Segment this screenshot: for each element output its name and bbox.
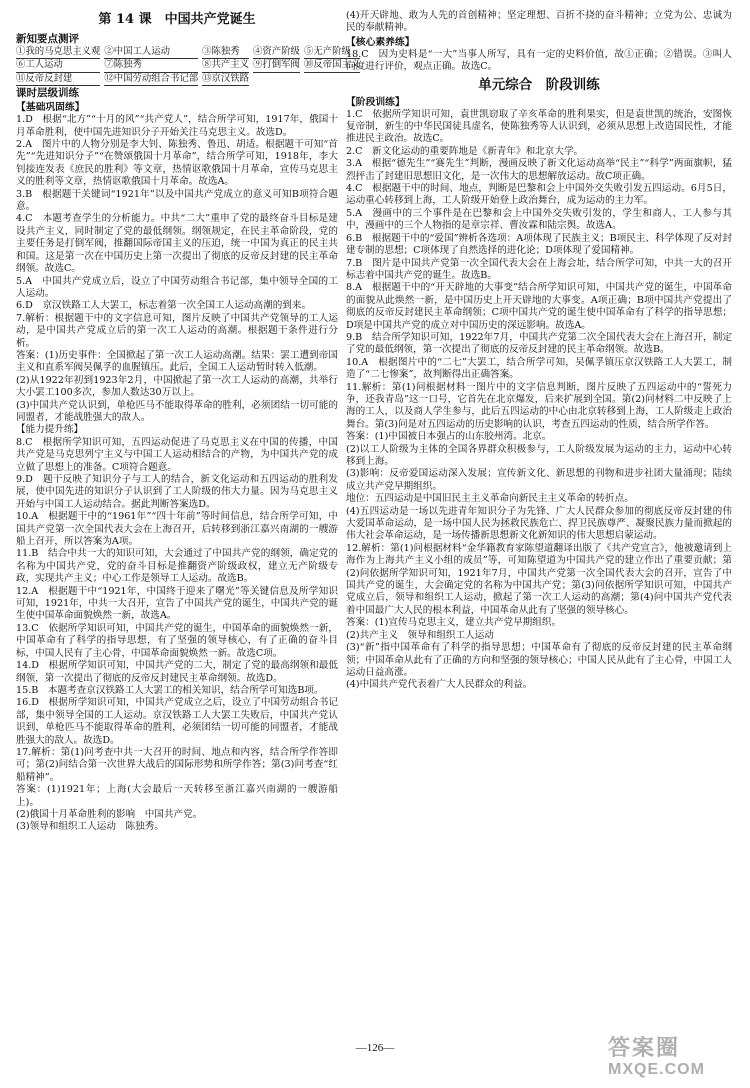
answer-paragraph: 2.C 新文化运动的重要阵地是《新青年》和北京大学。 [346, 145, 584, 157]
practice-label: 课时层级训练 [16, 87, 79, 100]
answer-paragraph: 答案：(1)中国被日本强占的山东胶州湾。北京。 [346, 431, 552, 443]
page-number: —126— [355, 1042, 395, 1054]
knowledge-point: ②中国工人运动 [104, 46, 198, 59]
answer-paragraph: 12.A 根据题干中“1921年，中国终于迎来了曙光”等关键信息及所学知识可知，1921年，中共一大召开，宣告了中国共产党的诞生，中国共产党的诞生使中国革命面貌焕然一新，故选A。 [16, 585, 338, 622]
knowledge-point: ⑧共产主义 [202, 59, 249, 72]
answer-paragraph: 答案：(1)历史事件：全国掀起了第一次工人运动高潮。结果：罢工遭到帝国主义和直系军阀吴佩孚的血腥镇压。此后，全国工人运动暂时转入低潮。 [16, 349, 338, 374]
answer-paragraph: 16.D 根据所学知识可知，中国共产党成立之后，设立了中国劳动组合书记部，集中领导全国的工人运动。京汉铁路工人大罢工失败后，中国共产党认识到，单枪匹马不能取得革命的胜利，必须团结一切可能的同盟者，才能战胜强大的敌人。故选D。 [16, 697, 338, 746]
answer-paragraph: 地位：五四运动是中国旧民主主义革命向新民主主义革命的转折点。 [346, 493, 634, 505]
right-top-paragraphs [346, 10, 732, 35]
knowledge-point: ⑬京汉铁路 [202, 73, 249, 86]
answer-paragraph: 14.D 根据所学知识可知，中国共产党的二大，制定了党的最高纲领和最低纲领，第一次提出了彻底的反帝反封建民主革命纲领。故选D。 [16, 660, 338, 684]
knowledge-point: ⑩反帝国主义 [304, 59, 360, 72]
answer-paragraph: (3)领导和组织工人运动 陈独秀。 [16, 821, 164, 833]
core-section-tag: 【核心素养练】 [346, 36, 415, 48]
knowledge-points [16, 46, 361, 86]
answer-paragraph: 4.C 本题考查学生的分析能力。中共“二大”重申了党的最终奋斗目标是建设共产主义，同时制定了党的最低纲领。纲领规定，在民主革命阶段，党的主要任务是打倒军阀，推翻国际帝国主义的压迫，统一中国为真正的民主共和国。这是第一次在中国历史上第一次提出了彻底的反帝反封建的民主革命纲领。故选C。 [16, 213, 338, 275]
answer-paragraph: 7.B 图片是中国共产党第一次全国代表大会在上海会址，结合所学可知，中共一大的召开标志着中国共产党的诞生。故选B。 [346, 257, 732, 281]
knowledge-point: ⑦陈独秀 [104, 59, 198, 72]
answer-paragraph: 15.B 本题考查京汉铁路工人大罢工的相关知识，结合所学可知选B项。 [16, 684, 324, 696]
answer-paragraph: 12.解析：第(1)问根据材料“金华籍教育家陈望道翻译出版了《共产党宣言》，他被邀请到上海作为上海共产主义小组的成员”等，可知陈望道为中国共产党的建立作出了重要贡献；第(2)问依据所学知识可知，1921年7月，中国共产党第一次全国代表大会的召开，宣告了中国共产党的诞生，大会确定党的名称为中国共产党；第(3)问依据所学知识可知，中国共产党成立后，领导和组织工人运动，掀起了第一次工人运动的高潮；第(4)问中国共产党代表着中国最广大人民的根本利益，中国革命从此有了坚强的领导核心。 [346, 542, 732, 616]
answer-paragraph: (2)从1922年初到1923年2月，中国掀起了第一次工人运动的高潮，共举行大小罢工100多次，参加人数达30万以上。 [16, 374, 338, 399]
answer-paragraph: 4.C 根据题干中的时间、地点，判断是巴黎和会上中国外交失败引发五四运动。6月5日，运动重心转移到上海，工人阶级开始登上政治舞台，成为运动的主力军。 [346, 183, 732, 207]
answer-paragraph: (2)共产主义 领导和组织工人运动 [346, 629, 494, 641]
answer-paragraph: 8.A 根据题干中的“开天辟地的大事变”结合所学知识可知，中国共产党的诞生，中国革命的面貌从此焕然一新，是中国历史上开天辟地的大事变。A项正确；B项中国共产党提出了彻底的反帝反封建民主革命纲领；C项中国共产党的诞生使中国革命有了科学的指导思想；D项是中国共产党的成立对中国历史的深远影响。故选A。 [346, 282, 732, 331]
right-column [346, 10, 732, 1025]
knowledge-point: ⑤无产阶级 [304, 46, 360, 59]
knowledge-point: ⑪反帝反封建 [16, 73, 100, 86]
knowledge-point: ①我的马克思主义观 [16, 46, 100, 59]
answer-paragraph: 9.B 结合所学知识可知，1922年7月，中国共产党第二次全国代表大会在上海召开，制定了党的最低纲领，第一次提出了彻底的反帝反封建的民主革命纲领。故选B。 [346, 331, 732, 356]
answer-paragraph: (3)“新”指中国革命有了科学的指导思想；中国革命有了彻底的反帝反封建的民主革命纲领；中国革命从此有了正确的方向和坚强的领导核心；中国人民从此有了主心骨，中国工人运动日益高涨。 [346, 642, 732, 678]
watermark-text-en: MXQE.COM [608, 1061, 705, 1078]
knowledge-point: ③陈独秀 [202, 46, 249, 59]
answer-paragraph: 13.C 依据所学知识可知，中国共产党的诞生，中国革命的面貌焕然一新，中国革命有了科学的指导思想，有了坚强的领导核心，有了正确的奋斗目标，中国人民有了主心骨，中国革命面貌焕然一新。故选C项。 [16, 622, 338, 659]
answer-paragraph: 18.C 因为史料是“一大”当事人所写，具有一定的史料价值，故①正确；②错误。③叫人向度进行评价，观点正确。故选C。 [346, 48, 732, 73]
answer-paragraph: 2.A 图片中的人物分别是李大钊、陈独秀、鲁迅、胡适。根据题干可知“首先”“先进知识分子”“在赞颂俄国十月革命”，结合所学可知，1918年，李大钊接连发表《庶民的胜利》等文章，热情讴歌俄国十月革命，宣传马克思主义的胜利等文章，热情讴歌俄国十月革命。故选A。 [16, 139, 338, 188]
core-paragraphs [346, 49, 732, 74]
answer-paragraph: (4)五四运动是一场以先进青年知识分子为先锋、广大人民群众参加的彻底反帝反封建的伟大爱国革命运动，是一场中国人民为拯救民族危亡、捍卫民族尊严、凝聚民族力量而掀起的伟大社会革命运动，是一场传播新思想新文化新知识的伟大思想启蒙运动。 [346, 505, 732, 542]
answer-paragraph: 6.D 京汉铁路工人大罢工，标志着第一次全国工人运动高潮的到来。 [16, 300, 312, 312]
answer-paragraph: (2)俄国十月革命胜利的影响 中国共产党。 [16, 808, 203, 820]
answer-paragraph: 答案：(1)1921年；上海(大会最后一天转移至浙江嘉兴南湖的一艘游船上)。 [16, 784, 338, 808]
watermark-logo [608, 1035, 746, 1083]
watermark-text-cn: 答案圈 [608, 1035, 681, 1060]
answer-paragraph: 5.A 中国共产党成立后，设立了中国劳动组合书记部，集中领导全国的工人运动。 [16, 275, 338, 299]
lesson-title: 第 14 课 中国共产党诞生 [98, 12, 256, 27]
answer-paragraph: 17.解析：第(1)问考查中共一大召开的时间、地点和内容，结合所学作答即可；第(2)问结合第一次世界大战后的国际形势和所学作答；第(3)问考查“红船精神”。 [16, 746, 338, 783]
left-column [16, 10, 361, 1025]
answer-paragraph: (3)中国共产党认识到，单枪匹马不能取得革命的胜利，必须团结一切可能的同盟者，才能战胜强大的敌人。 [16, 399, 338, 423]
answer-paragraph: 3.A 根据“德先生”“赛先生”判断，漫画反映了新文化运动高举“民主”“科学”两面旗帜，猛烈抨击了封建旧思想旧文化，是一次伟大的思想解放运动。故C项正确。 [346, 158, 732, 182]
answer-paragraph: 8.C 根据所学知识可知，五四运动促进了马克思主义在中国的传播，中国共产党是马克思列宁主义与中国工人运动相结合的产物，为中国共产党的成立做了思想上的准备。C项符合题意。 [16, 436, 338, 473]
answer-paragraph: 9.D 题干反映了知识分子与工人的结合，新文化运动和五四运动的胜利发展，使中国先进的知识分子认识到了工人阶级的伟大力量。因为马克思主义开始与中国工人运动结合。据此判断答案选D。 [16, 474, 338, 510]
knowledge-point: ⑫中国劳动组合书记部 [104, 73, 198, 86]
answer-paragraph: 10.A 根据题干中的“1961年”“四十年前”等时间信息，结合所学可知，中国共产党第一次全国代表大会在上海召开，后转移到浙江嘉兴南湖的一艘游船上召开，所以答案为A项。 [16, 511, 338, 548]
answer-paragraph: 11.解析：第(1)问根据材料一图片中的文字信息判断，图片反映了五四运动中的“誓死力争，还我青岛”这一口号，它首先在北京爆发，后来扩展到全国。第(2)问材料二中反映了上海的工人，以及商人学生参与，此后五四运动的中心由北京转移到上海，工人阶级走上政治舞台。第(3)问是对五四运动的历史影响的认识，考查五四运动的性质，结合所学作答。 [346, 381, 732, 430]
answer-paragraph: 1.D 根据“北方”“十月的风”“共产党人”，结合所学可知，1917年，俄国十月革命胜利，使中国先进知识分子开始关注马克思主义。故选D。 [16, 114, 338, 138]
stage-section-tag: 【阶段训练】 [346, 96, 405, 108]
knowledge-point: ⑥工人运动 [16, 59, 100, 72]
knowledge-point: ④资产阶级 [253, 46, 300, 59]
answer-paragraph: 7.解析：根据题干中的文字信息可知，图片反映了中国共产党领导的工人运动，是中国共产党成立后的第一次工人运动的高潮。根据题干条件进行分析。 [16, 312, 338, 349]
answer-paragraph: 11.B 结合中共一大的知识可知，大会通过了中国共产党的纲领，确定党的名称为中国共产党，党的奋斗目标是推翻资产阶级政权，建立无产阶级专政，实现共产主义；中心工作是领导工人运动。故选B。 [16, 548, 338, 585]
answer-paragraph: 5.A 漫画中的三个事件是在巴黎和会上中国外交失败引发的，学生和商人、工人参与其中，漫画中的三个人物指的是章宗祥、曹汝霖和陆宗舆。故选A。 [346, 207, 732, 232]
answer-paragraph: 6.B 根据题干中的“爱国”辨析各选项：A项体现了民族主义；B项民主、科学体现了反对封建专制的思想；C项体现了自然选择的进化论；D项体现了爱国精神。 [346, 232, 732, 257]
answer-paragraph: 1.C 依据所学知识可知，袁世凯窃取了辛亥革命的胜利果实，但是袁世凯的统治，安图恢复帝制，新生的中华民国徒具虚名，使陈独秀等人认识到，必须从思想上改造国民性，才能推进民主政治。故选C。 [346, 108, 732, 145]
answer-paragraph: (4)中国共产党代表着广大人民群众的利益。 [346, 679, 533, 691]
left-paragraphs [16, 114, 338, 834]
answer-paragraph: 3.B 根据题干关键词“1921年”以及中国共产党成立的意义可知B项符合题意。 [16, 188, 338, 213]
answer-paragraph: 【能力提升练】 [16, 424, 84, 436]
unit-title: 单元综合 阶段训练 [478, 76, 600, 93]
right-paragraphs [346, 109, 732, 692]
basic-section-tag: 【基础巩固练】 [16, 102, 85, 114]
answer-paragraph: 10.A 根据图片中的“二七”大罢工，结合所学可知，吴佩孚镇压京汉铁路工人大罢工，制造了“二七惨案”，故判断得出正确答案。 [346, 356, 732, 381]
answer-paragraph: (3)影响：反帝爱国运动深入发展；宣传新文化、新思想的刊物和进步社团大量涌现；陆续成立共产党早期组织。 [346, 468, 732, 492]
new-knowledge-label: 新知要点测评 [16, 33, 79, 45]
answer-paragraph: (2)以工人阶级为主体的全国各界群众积极参与，工人阶级发展为运动的主力，运动中心转移到上海。 [346, 443, 732, 467]
answer-paragraph: 答案：(1)宣传马克思主义，建立共产党早期组织。 [346, 617, 562, 629]
knowledge-point: ⑨打倒军阀 [253, 59, 300, 72]
answer-paragraph: (4)开天辟地、敢为人先的首创精神；坚定理想、百折不挠的奋斗精神；立党为公、忠诚为民的奉献精神。 [346, 10, 732, 34]
